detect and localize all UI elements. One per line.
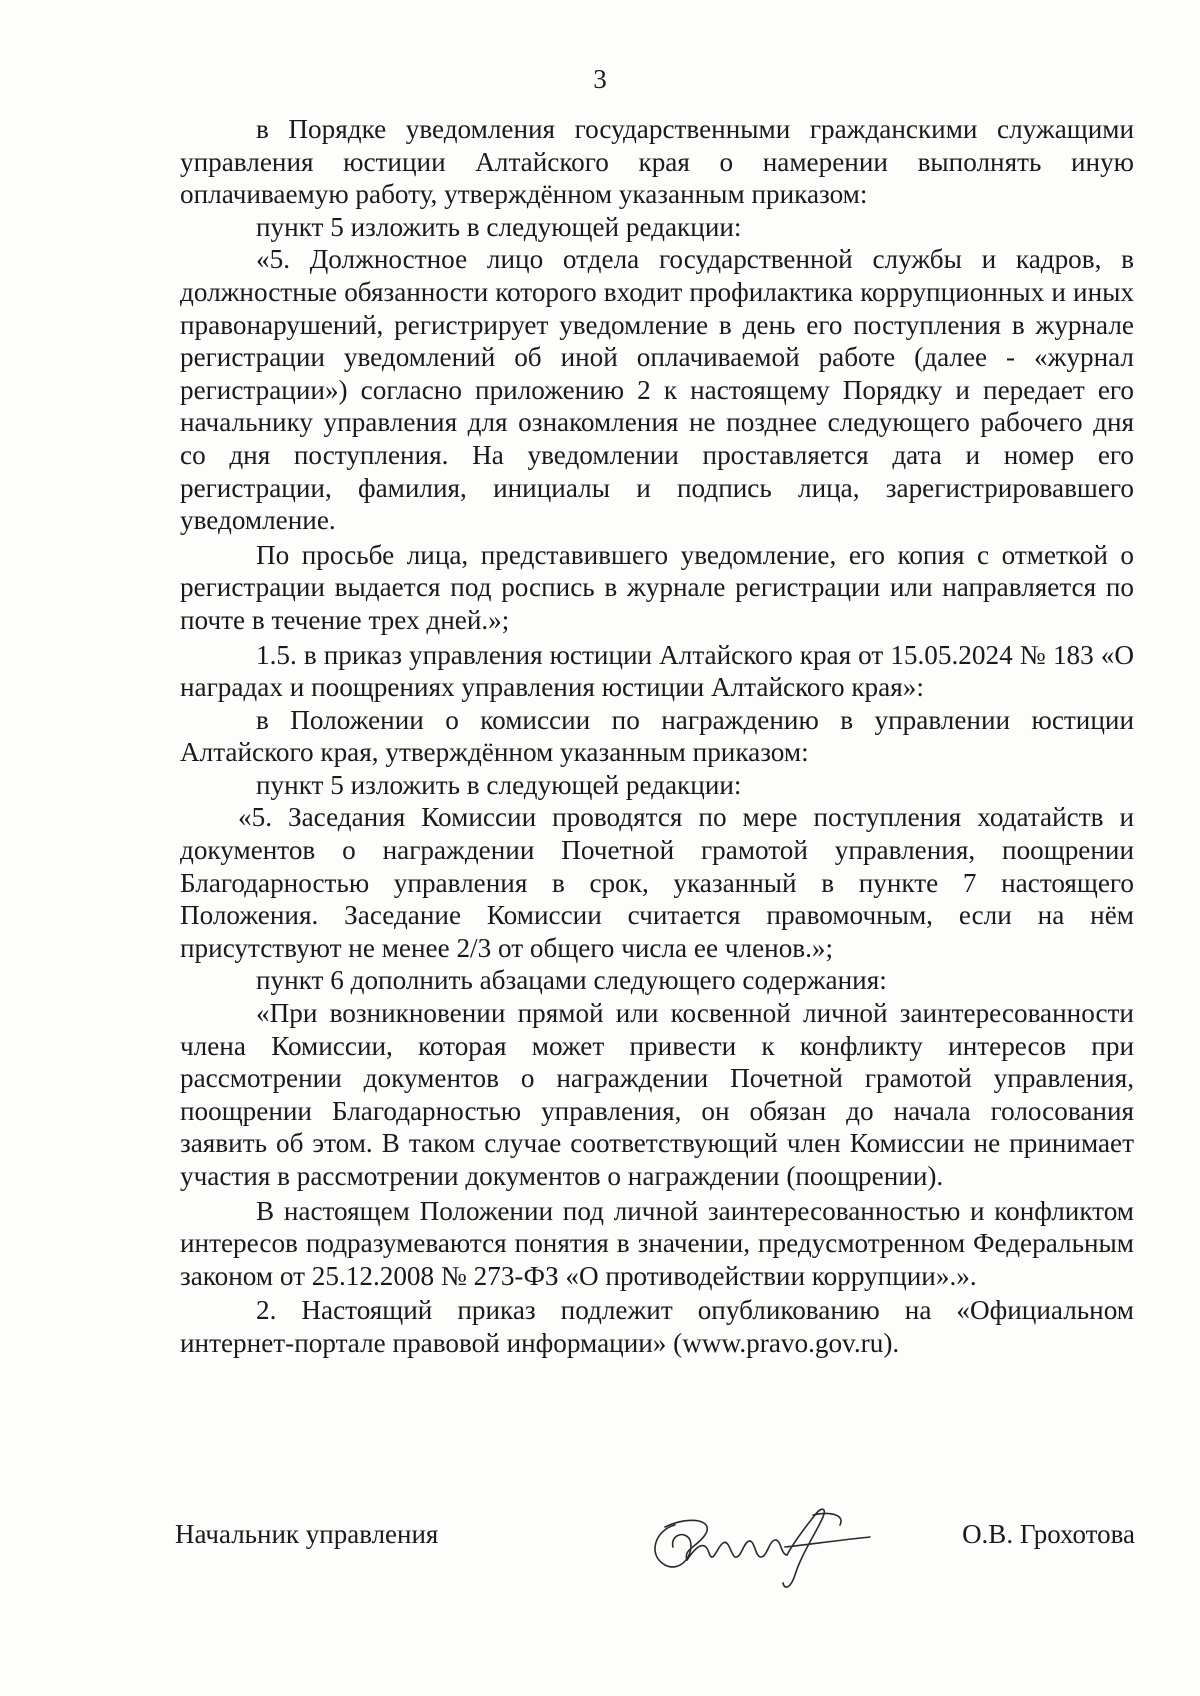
paragraph: «5. Заседания Комиссии проводятся по мере поступления ходатайств и документов о награждении Почетной грамотой управления, поощрении Благодарностью управления в срок, указанный в пункте 7 настоящего Положения. Заседание Комиссии считается правомочным, если на нём присутствуют не менее 2/3 от общего числа ее членов.»;	[180, 802, 1134, 963]
paragraph: в Положении о комиссии по награждению в управлении юстиции Алтайского края, утверждённом указанным приказом:	[180, 704, 1134, 768]
signer-title: Начальник управления	[175, 1519, 439, 1549]
paragraph: По просьбе лица, представившего уведомление, его копия с отметкой о регистрации выдается под роспись в журнале регистрации или направляется по почте в течение трех дней.»;	[180, 539, 1134, 635]
signature-block	[175, 1505, 1135, 1605]
paragraph: В настоящем Положении под личной заинтересованностью и конфликтом интересов подразумеваются понятия в значении, предусмотренном Федеральным законом от 25.12.2008 № 273-ФЗ «О противодействии коррупции».».	[180, 1195, 1134, 1291]
document-body	[180, 113, 1134, 1360]
paragraph: пункт 5 изложить в следующей редакции:	[256, 211, 742, 242]
paragraph: пункт 5 изложить в следующей редакции:	[256, 769, 742, 800]
paragraph: пункт 6 дополнить абзацами следующего содержания:	[256, 965, 887, 996]
paragraph: 2. Настоящий приказ подлежит опубликованию на «Официальном интернет-портале правовой информации» (www.pravo.gov.ru).	[180, 1295, 1134, 1358]
handwritten-signature	[635, 1485, 885, 1595]
paragraph: «При возникновении прямой или косвенной личной заинтересованности члена Комиссии, которая может привести к конфликту интересов при рассмотрении документов о награждении Почетной грамотой управления, поощрении Благодарностью управления, он обязан до начала голосования заявить об этом. В таком случае соответствующий член Комиссии не принимает участия в рассмотрении документов о награждении (поощрении).	[180, 998, 1134, 1191]
paragraph: в Порядке уведомления государственными гражданскими служащими управления юстиции Алтайского края о намерении выполнять иную оплачиваемую работу, утверждённом указанным приказом:	[180, 114, 1134, 210]
paragraph: «5. Должностное лицо отдела государственной службы и кадров, в должностные обязанности которого входит профилактика коррупционных и иных правонарушений, регистрирует уведомление в день его поступления в журнале регистрации уведомлений об иной оплачиваемой работе (далее - «журнал регистрации») согласно приложению 2 к настоящему Порядку и передает его начальнику управления для ознакомления не позднее следующего рабочего дня со дня поступления. На уведомлении проставляется дата и номер его регистрации, фамилия, инициалы и подпись лица, зарегистрировавшего уведомление.	[180, 244, 1134, 536]
signer-name: О.В. Грохотова	[962, 1519, 1135, 1549]
paragraph: 1.5. в приказ управления юстиции Алтайского края от 15.05.2024 № 183 «О наградах и поощрениях управления юстиции Алтайского края»:	[180, 639, 1134, 703]
page-number: 3	[593, 64, 607, 94]
